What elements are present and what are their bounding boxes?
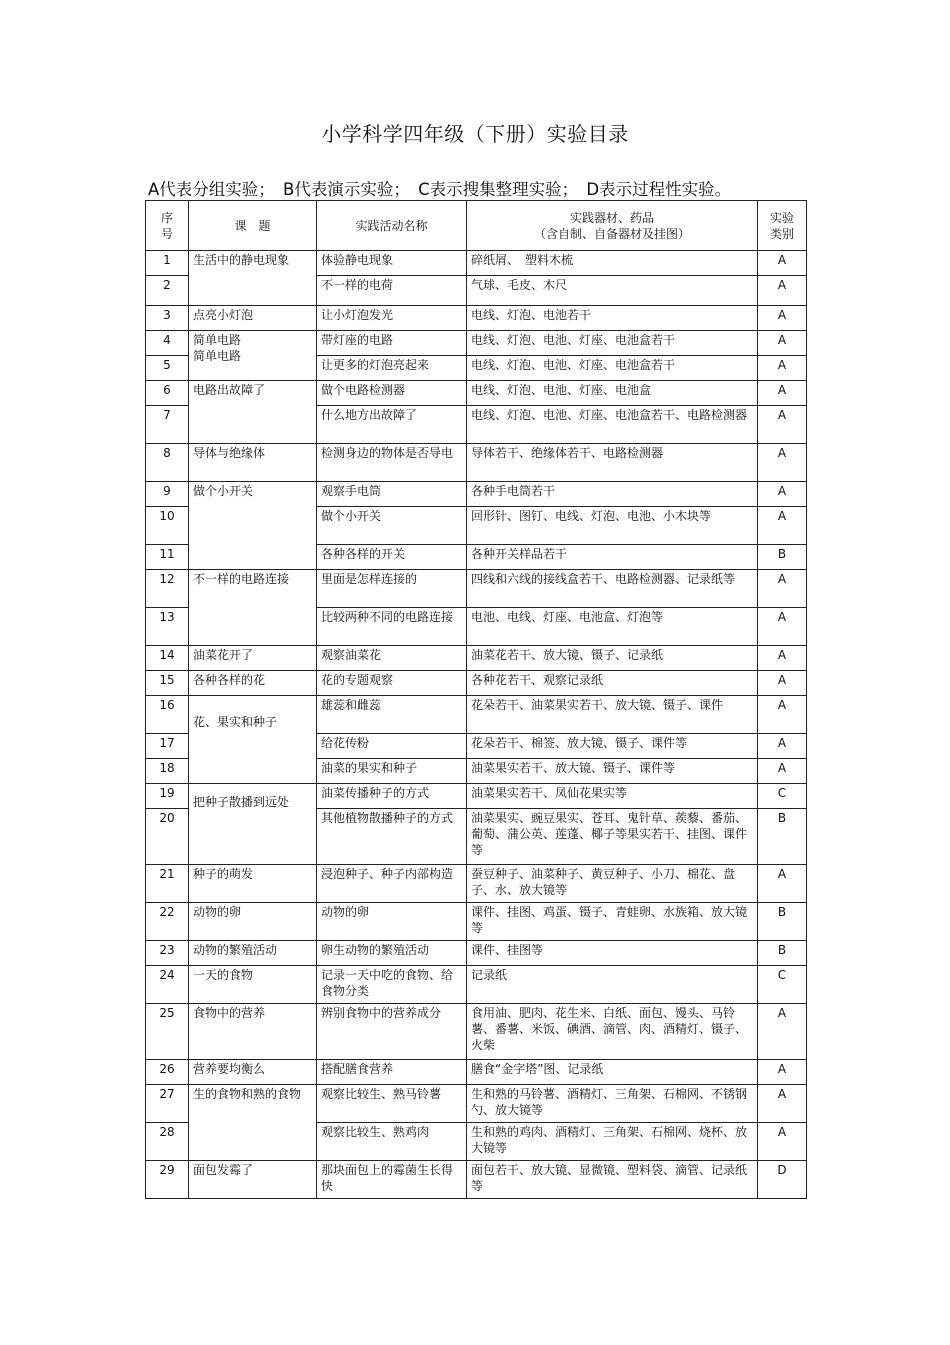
- table-body: [146, 251, 807, 1199]
- table-row: [146, 570, 807, 608]
- row-category: B: [758, 903, 807, 941]
- row-category: A: [758, 865, 807, 903]
- row-materials: 电池、电线、灯座、电池盒、灯泡等: [467, 608, 758, 646]
- row-number: 2: [146, 276, 189, 306]
- row-number: 21: [146, 865, 189, 903]
- row-materials: 生和熟的马铃薯、酒精灯、三角架、石棉网、不锈钢勺、放大镜等: [467, 1085, 758, 1123]
- row-category: B: [758, 941, 807, 966]
- row-category: A: [758, 1060, 807, 1085]
- row-topic: 把种子散播到远处: [189, 784, 317, 865]
- row-materials: 花朵若干、棉签、放大镜、镊子、课件等: [467, 734, 758, 759]
- row-number: 19: [146, 784, 189, 809]
- header-materials: 实践器材、药品 （含自制、自备器材及挂图）: [467, 201, 758, 251]
- row-activity: 观察手电筒: [317, 482, 467, 507]
- row-activity: 花的专题观察: [317, 671, 467, 696]
- row-materials: 各种手电筒若干: [467, 482, 758, 507]
- row-topic: 油菜花开了: [189, 646, 317, 671]
- row-number: 14: [146, 646, 189, 671]
- table-row: [146, 1060, 807, 1085]
- row-category: B: [758, 809, 807, 865]
- row-number: 28: [146, 1123, 189, 1161]
- row-materials: 电线、灯泡、电池、灯座、电池盒若干: [467, 331, 758, 356]
- row-number: 13: [146, 608, 189, 646]
- row-number: 27: [146, 1085, 189, 1123]
- row-category: A: [758, 696, 807, 734]
- row-topic: 电路出故障了: [189, 381, 317, 444]
- table-row: [146, 331, 807, 356]
- row-topic: 各种各样的花: [189, 671, 317, 696]
- row-materials: 回形针、图钉、电线、灯泡、电池、小木块等: [467, 507, 758, 545]
- row-activity: 体验静电现象: [317, 251, 467, 276]
- table-row: [146, 251, 807, 276]
- row-number: 12: [146, 570, 189, 608]
- row-activity: 让更多的灯泡亮起来: [317, 356, 467, 381]
- table-row: [146, 696, 807, 734]
- row-activity: 搭配膳食营养: [317, 1060, 467, 1085]
- row-topic: 动物的繁殖活动: [189, 941, 317, 966]
- row-number: 1: [146, 251, 189, 276]
- row-materials: 生和熟的鸡肉、酒精灯、三角架、石棉网、烧杯、放大镜等: [467, 1123, 758, 1161]
- row-category: A: [758, 570, 807, 608]
- row-materials: 蚕豆种子、油菜种子、黄豆种子、小刀、棉花、盘子、水、放大镜等: [467, 865, 758, 903]
- row-materials: 油菜花若干、放大镜、镊子、记录纸: [467, 646, 758, 671]
- row-category: A: [758, 608, 807, 646]
- row-number: 11: [146, 545, 189, 570]
- row-materials: 碎纸屑、 塑料木梳: [467, 251, 758, 276]
- row-materials: 记录纸: [467, 966, 758, 1004]
- row-materials: 课件、挂图等: [467, 941, 758, 966]
- table-row: [146, 306, 807, 331]
- row-topic: 种子的萌发: [189, 865, 317, 903]
- row-materials: 气球、毛皮、木尺: [467, 276, 758, 306]
- row-materials: 花朵若干、油菜果实若干、放大镜、镊子、课件: [467, 696, 758, 734]
- row-category: D: [758, 1161, 807, 1199]
- row-category: A: [758, 331, 807, 356]
- experiment-catalog-table: [145, 200, 807, 1199]
- row-category: A: [758, 1123, 807, 1161]
- row-materials: 油菜果实、豌豆果实、苍耳、鬼针草、蒺藜、番茄、葡萄、蒲公英、莲蓬、椰子等果实若干、挂图、课件等: [467, 809, 758, 865]
- row-number: 18: [146, 759, 189, 784]
- row-category: A: [758, 306, 807, 331]
- row-activity: 各种各样的开关: [317, 545, 467, 570]
- row-number: 8: [146, 444, 189, 482]
- row-category: A: [758, 381, 807, 406]
- row-activity: 让小灯泡发光: [317, 306, 467, 331]
- row-activity: 里面是怎样连接的: [317, 570, 467, 608]
- row-number: 20: [146, 809, 189, 865]
- row-activity: 浸泡种子、种子内部构造: [317, 865, 467, 903]
- row-category: A: [758, 444, 807, 482]
- row-topic: 导体与绝缘体: [189, 444, 317, 482]
- row-materials: 膳食“金字塔”图、记录纸: [467, 1060, 758, 1085]
- row-topic: 做个小开关: [189, 482, 317, 570]
- row-number: 7: [146, 406, 189, 444]
- row-category: B: [758, 545, 807, 570]
- row-activity: 观察比较生、熟鸡肉: [317, 1123, 467, 1161]
- row-activity: 辨别食物中的营养成分: [317, 1004, 467, 1060]
- row-activity: 其他植物散播种子的方式: [317, 809, 467, 865]
- table-row: [146, 646, 807, 671]
- row-materials: 电线、灯泡、电池、灯座、电池盒若干: [467, 356, 758, 381]
- table-row: [146, 381, 807, 406]
- row-materials: 四线和六线的接线盒若干、电路检测器、记录纸等: [467, 570, 758, 608]
- row-materials: 导体若干、绝缘体若干、电路检测器: [467, 444, 758, 482]
- row-category: A: [758, 734, 807, 759]
- row-activity: 那块面包上的霉菌生长得快: [317, 1161, 467, 1199]
- row-number: 29: [146, 1161, 189, 1199]
- row-topic: 生的食物和熟的食物: [189, 1085, 317, 1161]
- row-materials: 食用油、肥肉、花生米、白纸、面包、馒头、马铃薯、番薯、米饭、碘酒、滴管、肉、酒精灯、镊子、火柴: [467, 1004, 758, 1060]
- header-topic: 课 题: [189, 201, 317, 251]
- row-category: A: [758, 276, 807, 306]
- row-number: 24: [146, 966, 189, 1004]
- row-category: C: [758, 966, 807, 1004]
- table-row: [146, 865, 807, 903]
- row-activity: 记录一天中吃的食物、给食物分类: [317, 966, 467, 1004]
- row-materials: 电线、灯泡、电池、灯座、电池盒: [467, 381, 758, 406]
- row-materials: 油菜果实若干、凤仙花果实等: [467, 784, 758, 809]
- row-category: A: [758, 1004, 807, 1060]
- table-row: [146, 671, 807, 696]
- row-activity: 给花传粉: [317, 734, 467, 759]
- page-title: 小学科学四年级（下册）实验目录: [321, 122, 629, 146]
- row-activity: 雄蕊和雌蕊: [317, 696, 467, 734]
- row-materials: 各种开关样品若干: [467, 545, 758, 570]
- row-materials: 各种花若干、观察记录纸: [467, 671, 758, 696]
- table-row: [146, 1004, 807, 1060]
- row-topic: 面包发霉了: [189, 1161, 317, 1199]
- row-category: C: [758, 784, 807, 809]
- row-activity: 不一样的电荷: [317, 276, 467, 306]
- row-topic: 营养要均衡么: [189, 1060, 317, 1085]
- row-category: A: [758, 759, 807, 784]
- header-num: 序 号: [146, 201, 189, 251]
- row-number: 9: [146, 482, 189, 507]
- row-topic: 一天的食物: [189, 966, 317, 1004]
- row-number: 22: [146, 903, 189, 941]
- table-row: [146, 482, 807, 507]
- row-activity: 油菜的果实和种子: [317, 759, 467, 784]
- row-category: A: [758, 482, 807, 507]
- row-activity: 动物的卵: [317, 903, 467, 941]
- table-row: [146, 1085, 807, 1123]
- row-materials: 电线、灯泡、电池、灯座、电池盒若干、电路检测器: [467, 406, 758, 444]
- category-legend: A代表分组实验； B代表演示实验； C表示搜集整理实验； D表示过程性实验。: [148, 180, 732, 199]
- table-row: [146, 903, 807, 941]
- row-topic: 点亮小灯泡: [189, 306, 317, 331]
- row-category: A: [758, 646, 807, 671]
- row-topic: 花、果实和种子: [189, 696, 317, 784]
- header-activity: 实践活动名称: [317, 201, 467, 251]
- row-materials: 电线、灯泡、电池若干: [467, 306, 758, 331]
- row-activity: 什么地方出故障了: [317, 406, 467, 444]
- row-activity: 做个电路检测器: [317, 381, 467, 406]
- row-topic: 生活中的静电现象: [189, 251, 317, 306]
- row-activity: 卵生动物的繁殖活动: [317, 941, 467, 966]
- row-category: A: [758, 251, 807, 276]
- row-number: 17: [146, 734, 189, 759]
- table-row: [146, 966, 807, 1004]
- row-number: 5: [146, 356, 189, 381]
- row-topic: 动物的卵: [189, 903, 317, 941]
- row-category: A: [758, 356, 807, 381]
- row-number: 15: [146, 671, 189, 696]
- table-row: [146, 444, 807, 482]
- row-category: A: [758, 1085, 807, 1123]
- row-number: 25: [146, 1004, 189, 1060]
- row-category: A: [758, 507, 807, 545]
- row-number: 4: [146, 331, 189, 356]
- row-number: 3: [146, 306, 189, 331]
- row-activity: 带灯座的电路: [317, 331, 467, 356]
- row-activity: 油菜传播种子的方式: [317, 784, 467, 809]
- row-materials: 面包若干、放大镜、显微镜、塑料袋、滴管、记录纸等: [467, 1161, 758, 1199]
- row-materials: 课件、挂图、鸡蛋、镊子、青蛙卵、水族箱、放大镜等: [467, 903, 758, 941]
- row-category: A: [758, 671, 807, 696]
- row-number: 23: [146, 941, 189, 966]
- row-number: 6: [146, 381, 189, 406]
- row-category: A: [758, 406, 807, 444]
- row-topic: 不一样的电路连接: [189, 570, 317, 646]
- row-activity: 观察比较生、熟马铃薯: [317, 1085, 467, 1123]
- row-activity: 比较两种不同的电路连接: [317, 608, 467, 646]
- table-row: [146, 941, 807, 966]
- row-topic: 食物中的营养: [189, 1004, 317, 1060]
- row-number: 26: [146, 1060, 189, 1085]
- row-activity: 检测身边的物体是否导电: [317, 444, 467, 482]
- row-materials: 油菜果实若干、放大镜、镊子、课件等: [467, 759, 758, 784]
- table-row: [146, 784, 807, 809]
- row-activity: 观察油菜花: [317, 646, 467, 671]
- row-number: 16: [146, 696, 189, 734]
- header-category: 实验 类别: [758, 201, 807, 251]
- table-row: [146, 1161, 807, 1199]
- row-topic: 简单电路 简单电路: [189, 331, 317, 381]
- row-number: 10: [146, 507, 189, 545]
- row-activity: 做个小开关: [317, 507, 467, 545]
